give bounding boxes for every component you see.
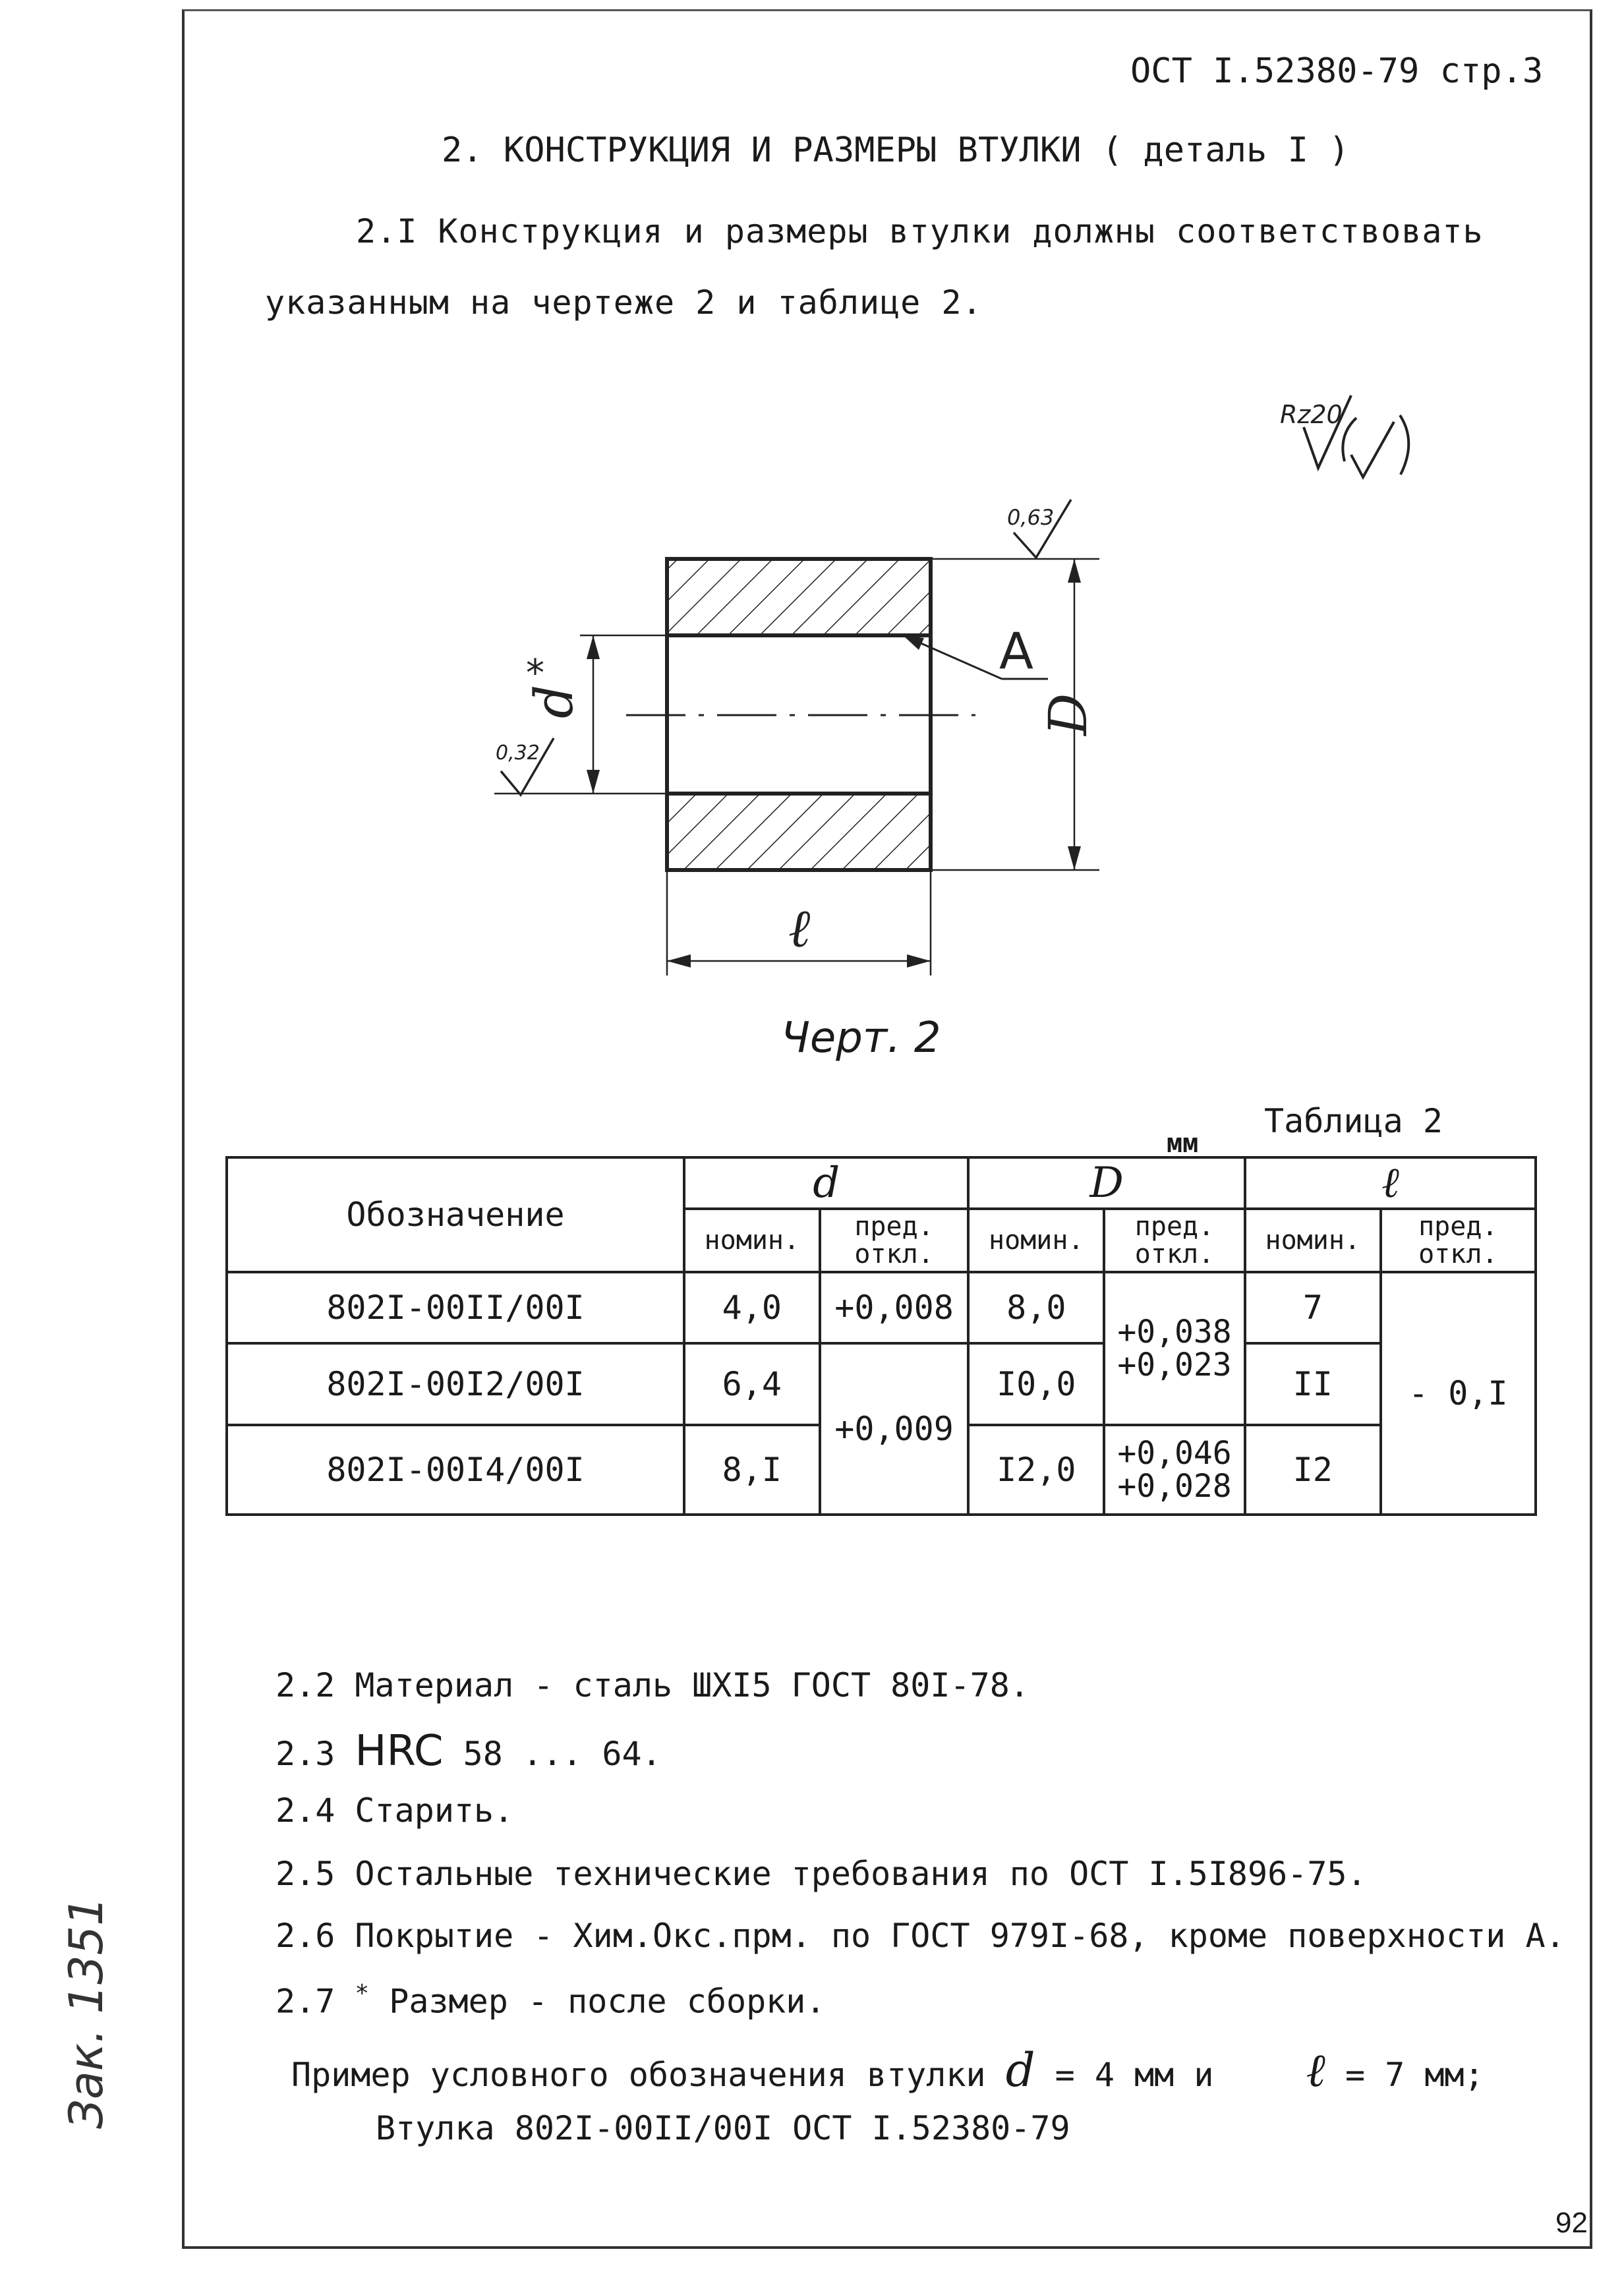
note-2-7: 2.7 * Размер - после сборки. xyxy=(276,1980,826,2021)
header-D-dev: пред. откл. xyxy=(1104,1209,1245,1272)
row1-d-nom: 4,0 xyxy=(684,1272,820,1343)
row2-designation: 802I-00I2/00I xyxy=(227,1343,684,1425)
roughness-general-label: Rz20 xyxy=(1280,400,1343,429)
header-group-d: d xyxy=(684,1157,968,1209)
header-D-nom: номин. xyxy=(968,1209,1104,1272)
header-d-dev: пред. откл. xyxy=(820,1209,969,1272)
bushing-wall-bottom xyxy=(667,794,931,870)
inner-diameter-label: d xyxy=(523,684,585,718)
row2-l-nom: II xyxy=(1245,1343,1381,1425)
table-row xyxy=(227,1343,1536,1425)
header-l-nom: номин. xyxy=(1245,1209,1381,1272)
designation-example: Пример условного обозначения втулки d = 4 мм и ℓ = 7 мм; xyxy=(291,2043,1484,2097)
row1-designation: 802I-00II/00I xyxy=(227,1272,684,1343)
header-l-dev: пред. откл. xyxy=(1381,1209,1536,1272)
dimensions-table xyxy=(225,1156,1537,1516)
hrc-label: HRC xyxy=(355,1727,444,1776)
page-number: 92 xyxy=(1555,2207,1588,2239)
table-unit: мм xyxy=(1167,1128,1199,1159)
header-group-D: D xyxy=(968,1157,1244,1209)
inner-diameter-asterisk: * xyxy=(526,652,544,695)
row3-D-nom: I2,0 xyxy=(968,1425,1104,1515)
header-d-nom: номин. xyxy=(684,1209,820,1272)
header-designation: Обозначение xyxy=(227,1157,684,1272)
document-header: ОСТ I.52380-79 стр.3 xyxy=(1130,51,1544,91)
bushing-wall-top xyxy=(667,559,931,635)
row3-d-nom: 8,I xyxy=(684,1425,820,1515)
row1-D-nom: 8,0 xyxy=(968,1272,1104,1343)
roughness-inner-label: 0,32 xyxy=(496,741,540,765)
row2-D-nom: I0,0 xyxy=(968,1343,1104,1425)
row3-D-dev: +0,046 +0,028 xyxy=(1104,1425,1245,1515)
clause-2-1-line1: 2.I Конструкция и размеры втулки должны соответствовать xyxy=(356,212,1484,250)
bushing-drawing xyxy=(0,0,1624,1120)
section-title: 2. КОНСТРУКЦИЯ И РАЗМЕРЫ ВТУЛКИ ( деталь I ) xyxy=(442,131,1350,170)
roughness-outer-label: 0,63 xyxy=(1007,505,1055,530)
designation-example-line: Втулка 802I-00II/00I ОСТ I.52380-79 xyxy=(376,2109,1070,2147)
row3-l-nom: I2 xyxy=(1245,1425,1381,1515)
margin-note: Зак. 1351 xyxy=(59,1896,113,2129)
row1-d-dev: +0,008 xyxy=(820,1272,969,1343)
row1-l-nom: 7 xyxy=(1245,1272,1381,1343)
note-2-5: 2.5 Остальные технические требования по ОСТ I.5I896-75. xyxy=(276,1855,1367,1893)
drawing-caption: Черт. 2 xyxy=(781,1014,941,1062)
surface-a-label: A xyxy=(999,622,1033,680)
l-dev-shared: - 0,I xyxy=(1381,1272,1536,1515)
note-2-2: 2.2 Материал - сталь ШХI5 ГОСТ 80I-78. xyxy=(276,1666,1030,1704)
note-2-4: 2.4 Старить. xyxy=(276,1791,514,1830)
note-2-6: 2.6 Покрытие - Хим.Окс.прм. по ГОСТ 979I-68, кроме поверхности А. xyxy=(276,1917,1565,1955)
outer-diameter-label: D xyxy=(1037,693,1099,736)
length-label: ℓ xyxy=(788,898,811,959)
rows12-D-dev: +0,038 +0,023 xyxy=(1104,1272,1245,1425)
note-2-3: 2.3 HRC 58 ... 64. xyxy=(276,1727,662,1776)
table-row xyxy=(227,1272,1536,1343)
table-caption: Таблица 2 xyxy=(1264,1102,1443,1140)
clause-2-1-line2: указанным на чертеже 2 и таблице 2. xyxy=(265,283,983,322)
row3-designation: 802I-00I4/00I xyxy=(227,1425,684,1515)
row2-d-nom: 6,4 xyxy=(684,1343,820,1425)
header-group-l: ℓ xyxy=(1245,1157,1536,1209)
rows23-d-dev: +0,009 xyxy=(820,1343,969,1515)
